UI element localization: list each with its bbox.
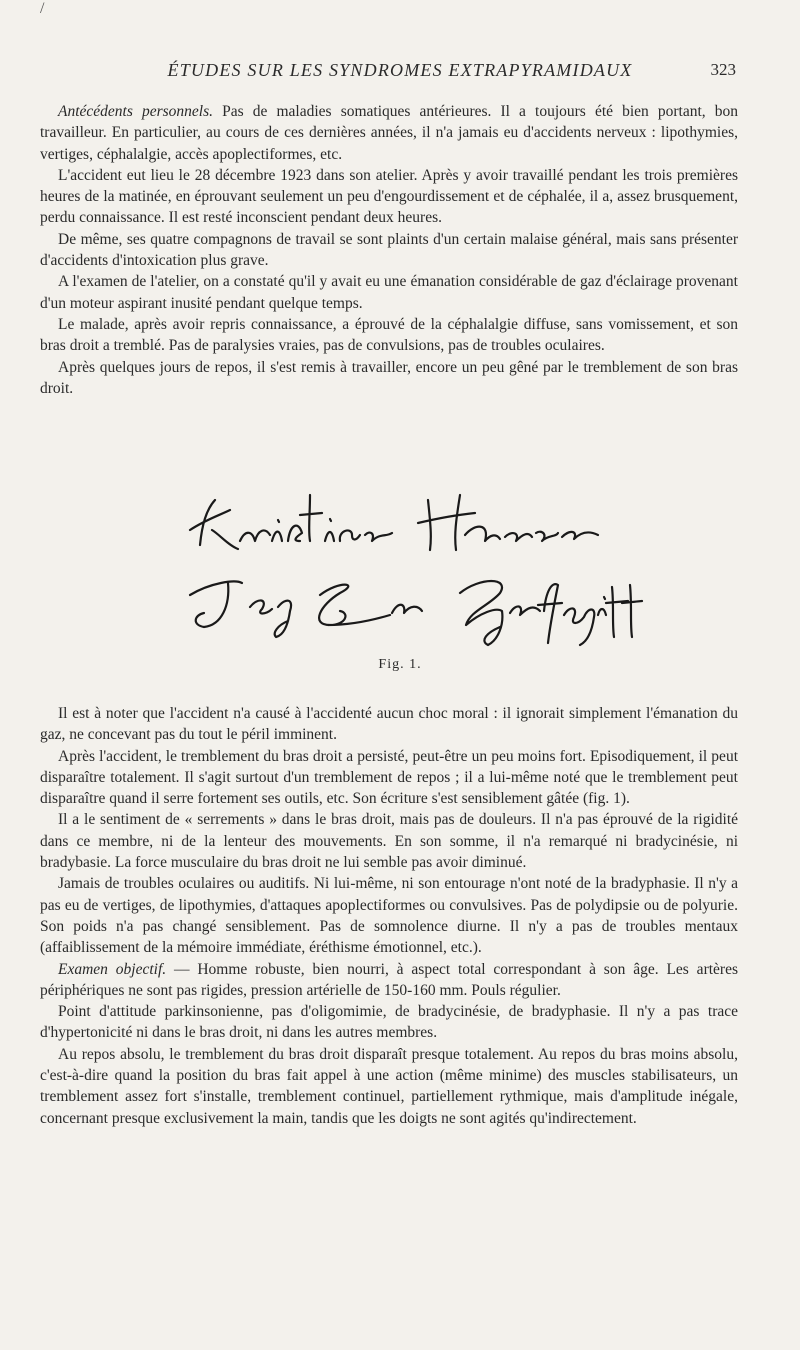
paragraph <box>40 873 738 958</box>
paragraph-text: Après quelques jours de repos, il s'est remis à travailler, encore un peu gêné par le tremblement de son bras droit. <box>40 358 738 397</box>
paragraph-lead: Examen objectif. <box>58 960 167 978</box>
running-header <box>0 60 800 86</box>
page-number: 323 <box>710 60 736 79</box>
paragraph-text: L'accident eut lieu le 28 décembre 1923 dans son atelier. Après y avoir travaillé pendant les trois premières heures de la matinée, en éprouvant seulement un peu d'engourdissement et de céphalée, il a, assez brusquement, perdu connaissance. Il est resté inconscient pendant deux heures. <box>40 166 738 227</box>
signature-strokes <box>190 495 642 645</box>
paragraph-text: Après l'accident, le tremblement du bras droit a persisté, peut-être un peu moins fort. Episodiquement, il peut disparaître totalement. Il s'agit surtout d'un tremblement de repos ; il a lui-même noté que le tremblement peut disparaître quand il serre fortement ses outils, etc. Son écriture s'est sensiblement gâtée (fig. 1). <box>40 747 738 808</box>
paragraph-text: Au repos absolu, le tremblement du bras droit disparaît presque totalement. Au repos du bras moins absolu, c'est-à-dire quand la position du bras fait appel à une action (même minime) des muscles stabilisateurs, un tremblement assez fort s'installe, tremblement continuel, partiellement rythmique, mais d'amplitude inégale, concernant presque exclusivement la main, tandis que les doigts ne sont agités qu'indirectement. <box>40 1045 738 1127</box>
paragraph <box>40 1001 738 1044</box>
running-title: ÉTUDES SUR LES SYNDROMES EXTRAPYRAMIDAUX <box>167 60 633 80</box>
paragraph-text: Jamais de troubles oculaires ou auditifs. Ni lui-même, ni son entourage n'ont noté de la bradyphasie. Il n'y a pas eu de vertiges, de lipothymies, d'attaques apoplectiformes ou convulsives. Pas de polydipsie ou de polyurie. Son poids n'a pas changé sensiblement. Pas de somnolence diurne. Il n'y a pas de troubles mentaux (affaiblissement de la mémoire immédiate, éréthisme émotionnel, etc.). <box>40 875 738 957</box>
paragraph-text: Le malade, après avoir repris connaissance, a éprouvé de la céphalalgie diffuse, sans vomissement, et son bras droit a tremblé. Pas de paralysies vraies, pas de convulsions, pas de troubles oculaires. <box>40 315 738 355</box>
margin-mark: / <box>40 0 45 17</box>
paragraph-text: A l'examen de l'atelier, on a constaté qu'il y avait eu une émanation considérable de gaz d'éclairage provenant d'un moteur aspirant inusité pendant quelque temps. <box>40 273 738 312</box>
figure-caption: Fig. 1. <box>378 657 422 672</box>
paragraph-text: Point d'attitude parkinsonienne, pas d'oligomimie, de bradycinésie, de bradyphasie. Il n'y a pas trace d'hypertonicité ni dans le bras droit, ni dans les autres membres. <box>40 1003 738 1042</box>
paragraph-text: Pas de maladies somatiques antérieures. Il a toujours été bien portant, bon travailleur. En particulier, au cours de ces dernières années, il n'a jamais eu d'accidents nerveux : lipothymies, vertiges, céphalalgie, accès apoplectiformes, etc. <box>40 103 739 163</box>
body-text-top <box>40 101 738 399</box>
handwriting-sample-figure <box>160 475 660 660</box>
paragraph-lead: Antécédents personnels. <box>58 103 214 120</box>
paragraph <box>40 101 738 165</box>
paragraph <box>40 357 738 400</box>
paragraph <box>40 809 738 873</box>
paragraph <box>40 165 738 229</box>
body-text-bottom <box>40 703 738 1129</box>
paragraph <box>40 959 738 1002</box>
paragraph-text: De même, ses quatre compagnons de travail se sont plaints d'un certain malaise général, mais sans présenter d'accidents d'intoxication plus grave. <box>40 230 738 270</box>
paragraph <box>40 314 738 357</box>
paragraph <box>40 229 738 272</box>
paragraph-text: Il est à noter que l'accident n'a causé à l'accidenté aucun choc moral : il ignorait simplement l'émanation du gaz, ne concevant pas du tout le péril imminent. <box>40 705 738 744</box>
paragraph <box>40 746 738 810</box>
paragraph-text: — Homme robuste, bien nourri, à aspect total correspondant à son âge. Les artères périphériques ne sont pas rigides, pression artérielle de 150-160 mm. Pouls régulier. <box>40 960 738 999</box>
paragraph-text: Il a le sentiment de « serrements » dans le bras droit, mais pas de douleurs. Il n'a pas éprouvé de la rigidité dans ce membre, ni de la lenteur des mouvements. En son somme, il n'a remarqué ni bradycinésie, ni bradybasie. La force musculaire du bras droit ne lui semble pas avoir diminué. <box>40 811 738 872</box>
paragraph <box>40 703 738 746</box>
paragraph <box>40 271 738 314</box>
paragraph <box>40 1044 738 1129</box>
